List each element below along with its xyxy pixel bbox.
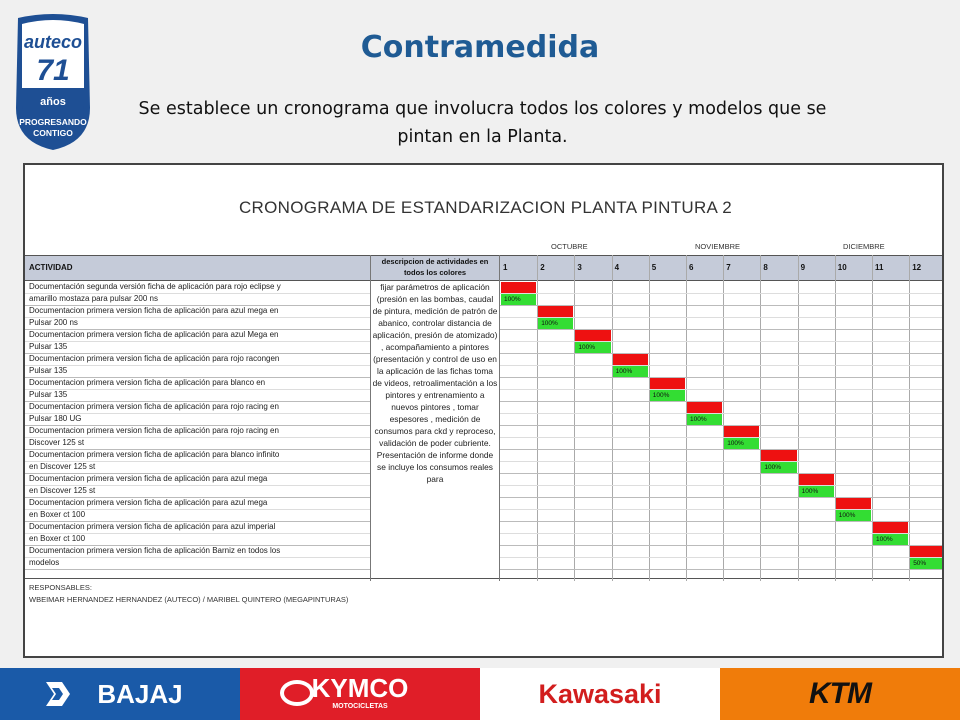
row-divider bbox=[25, 413, 370, 414]
ktm-panel bbox=[720, 668, 960, 720]
planned-bar bbox=[501, 282, 536, 293]
activity-line: Documentacion primera version ficha de aplicación para azul Mega en bbox=[29, 330, 279, 339]
logo-tagline-1: PROGRESANDO bbox=[19, 117, 87, 127]
responsables-names: WBEIMAR HERNANDEZ HERNANDEZ (AUTECO) / MARIBEL QUINTERO (MEGAPINTURAS) bbox=[29, 595, 349, 604]
activity-line: en Boxer ct 100 bbox=[29, 510, 86, 519]
bajaj-panel bbox=[0, 668, 240, 720]
row-divider bbox=[25, 557, 370, 558]
week-header: 2 bbox=[540, 263, 545, 272]
row-divider bbox=[500, 545, 944, 546]
row-divider bbox=[500, 389, 944, 390]
activity-line: Documentacion primera version ficha de aplicación para azul mega en bbox=[29, 306, 279, 315]
progress-bar: 100% bbox=[873, 534, 908, 545]
row-divider bbox=[500, 509, 944, 510]
bajaj-wordmark: BAJAJ bbox=[97, 679, 183, 709]
row-divider bbox=[25, 365, 370, 366]
week-header: 6 bbox=[689, 263, 694, 272]
row-divider bbox=[25, 485, 370, 486]
activity-line: Pulsar 135 bbox=[29, 342, 68, 351]
column-divider bbox=[370, 255, 371, 581]
activity-line: Documentacion primera version ficha de aplicación para rojo racing en bbox=[29, 426, 279, 435]
activity-line: Pulsar 180 UG bbox=[29, 414, 82, 423]
progress-bar: 100% bbox=[761, 462, 796, 473]
week-header: 10 bbox=[837, 263, 847, 272]
row-divider bbox=[500, 497, 944, 498]
row-divider bbox=[25, 389, 370, 390]
activity-line: Documentación segunda versión ficha de aplicación para rojo eclipse y bbox=[29, 282, 281, 291]
kawasaki-wordmark: Kawasaki bbox=[538, 679, 662, 709]
month-label: OCTUBRE bbox=[551, 242, 588, 251]
row-divider bbox=[500, 437, 944, 438]
activity-line: Documentacion primera version ficha de aplicación para azul imperial bbox=[29, 522, 276, 531]
week-header: 11 bbox=[875, 263, 884, 272]
activity-line: en Boxer ct 100 bbox=[29, 534, 86, 543]
row-divider bbox=[25, 509, 370, 510]
progress-bar: 100% bbox=[501, 294, 536, 305]
week-header: 7 bbox=[726, 263, 731, 272]
progress-bar: 100% bbox=[687, 414, 722, 425]
row-divider bbox=[25, 341, 370, 342]
row-divider bbox=[500, 329, 944, 330]
sheet-title: CRONOGRAMA DE ESTANDARIZACION PLANTA PINTURA 2 bbox=[238, 198, 733, 217]
activity-line: en Discover 125 st bbox=[29, 462, 96, 471]
ktm-wordmark: KTM bbox=[809, 677, 871, 710]
row-divider bbox=[25, 293, 370, 294]
planned-bar bbox=[724, 426, 759, 437]
logo-years: años bbox=[40, 96, 66, 108]
kymco-sub: MOTOCICLETAS bbox=[332, 703, 388, 710]
planned-bar bbox=[836, 498, 871, 509]
row-divider bbox=[500, 485, 944, 486]
row-divider bbox=[500, 449, 944, 450]
row-divider bbox=[25, 317, 370, 318]
row-divider bbox=[500, 365, 944, 366]
logo-number: 71 bbox=[36, 54, 70, 87]
header-activity: ACTIVIDAD bbox=[29, 263, 73, 272]
activity-line: Documentacion primera version ficha de aplicación Barniz en todos los bbox=[29, 546, 281, 555]
row-divider bbox=[25, 461, 370, 462]
activity-line: Pulsar 135 bbox=[29, 366, 68, 375]
brand-footer bbox=[0, 668, 960, 720]
planned-bar bbox=[575, 330, 610, 341]
activity-line: Documentacion primera version ficha de aplicación para rojo racing en bbox=[29, 402, 279, 411]
week-header: 1 bbox=[503, 263, 508, 272]
description-cell: fijar parámetros de aplicación (presión en las bombas, caudal de pintura, medición de patrón de abanico, controlar distancia de aplicación, presión de atomizado) , acompañamiento a pintores (presentación y control de uso en la aplicación de las fichas toma de videos, retroalimentación a los pintores y entrenamiento a nuevos pintores , tomar espesores , medición de consumos para ckd y reproceso, validación de poder cubriente. Presentación de informe donde se incluye los consumos reales para bbox=[372, 282, 498, 484]
row-divider bbox=[500, 293, 944, 294]
week-header: 8 bbox=[763, 263, 768, 272]
planned-bar bbox=[538, 306, 573, 317]
planned-bar bbox=[687, 402, 722, 413]
progress-bar: 50% bbox=[910, 558, 944, 569]
progress-bar: 100% bbox=[575, 342, 610, 353]
page-subtitle: Se establece un cronograma que involucra todos los colores y modelos que se pintan en la Planta. bbox=[138, 99, 827, 147]
kymco-wordmark: KYMCO bbox=[311, 673, 409, 703]
row-divider bbox=[500, 377, 944, 378]
row-divider bbox=[500, 425, 944, 426]
activity-line: Documentacion primera version ficha de aplicación para azul mega bbox=[29, 474, 268, 483]
planned-bar bbox=[799, 474, 834, 485]
schedule-sheet bbox=[23, 163, 944, 658]
activity-line: amarillo mostaza para pulsar 200 ns bbox=[29, 294, 158, 303]
progress-bar: 100% bbox=[836, 510, 871, 521]
row-divider bbox=[500, 569, 944, 570]
planned-bar bbox=[613, 354, 648, 365]
row-divider bbox=[500, 353, 944, 354]
month-label: DICIEMBRE bbox=[843, 242, 885, 251]
week-header: 4 bbox=[614, 263, 620, 272]
month-label: NOVIEMBRE bbox=[695, 242, 741, 251]
activity-line: Documentacion primera version ficha de aplicación para rojo racongen bbox=[29, 354, 280, 363]
row-divider bbox=[25, 569, 370, 570]
week-header: 9 bbox=[800, 263, 806, 272]
week-header: 5 bbox=[651, 263, 657, 272]
activity-line: Pulsar 200 ns bbox=[29, 318, 78, 327]
activity-line: Documentacion primera version ficha de aplicación para blanco infinito bbox=[29, 450, 280, 459]
divider bbox=[25, 578, 944, 579]
responsables-label: RESPONSABLES: bbox=[29, 583, 92, 592]
planned-bar bbox=[650, 378, 685, 389]
row-divider bbox=[500, 557, 944, 558]
progress-bar: 100% bbox=[538, 318, 573, 329]
row-divider bbox=[500, 473, 944, 474]
row-divider bbox=[25, 437, 370, 438]
logo-tagline-2: CONTIGO bbox=[33, 128, 73, 138]
week-header: 12 bbox=[912, 263, 922, 272]
activity-line: Pulsar 135 bbox=[29, 390, 68, 399]
progress-bar: 100% bbox=[613, 366, 648, 377]
header-description: descripcion de actividades en todos los colores bbox=[381, 257, 489, 277]
planned-bar bbox=[910, 546, 944, 557]
progress-bar: 100% bbox=[799, 486, 834, 497]
activity-line: Documentacion primera version ficha de aplicación para blanco en bbox=[29, 378, 266, 387]
planned-bar bbox=[761, 450, 796, 461]
activity-line: en Discover 125 st bbox=[29, 486, 96, 495]
logo-brand: auteco bbox=[23, 32, 83, 52]
page-title: Contramedida bbox=[360, 30, 600, 65]
planned-bar bbox=[873, 522, 908, 533]
activity-line: modelos bbox=[29, 558, 60, 567]
kawasaki-panel bbox=[480, 668, 720, 720]
row-divider bbox=[25, 533, 370, 534]
row-divider bbox=[500, 461, 944, 462]
progress-bar: 100% bbox=[724, 438, 759, 449]
activity-line: Documentacion primera version ficha de aplicación para azul mega bbox=[29, 498, 268, 507]
progress-bar: 100% bbox=[650, 390, 685, 401]
row-divider bbox=[500, 341, 944, 342]
week-header: 3 bbox=[577, 263, 582, 272]
activity-line: Discover 125 st bbox=[29, 438, 85, 447]
kymco-panel bbox=[240, 668, 480, 720]
